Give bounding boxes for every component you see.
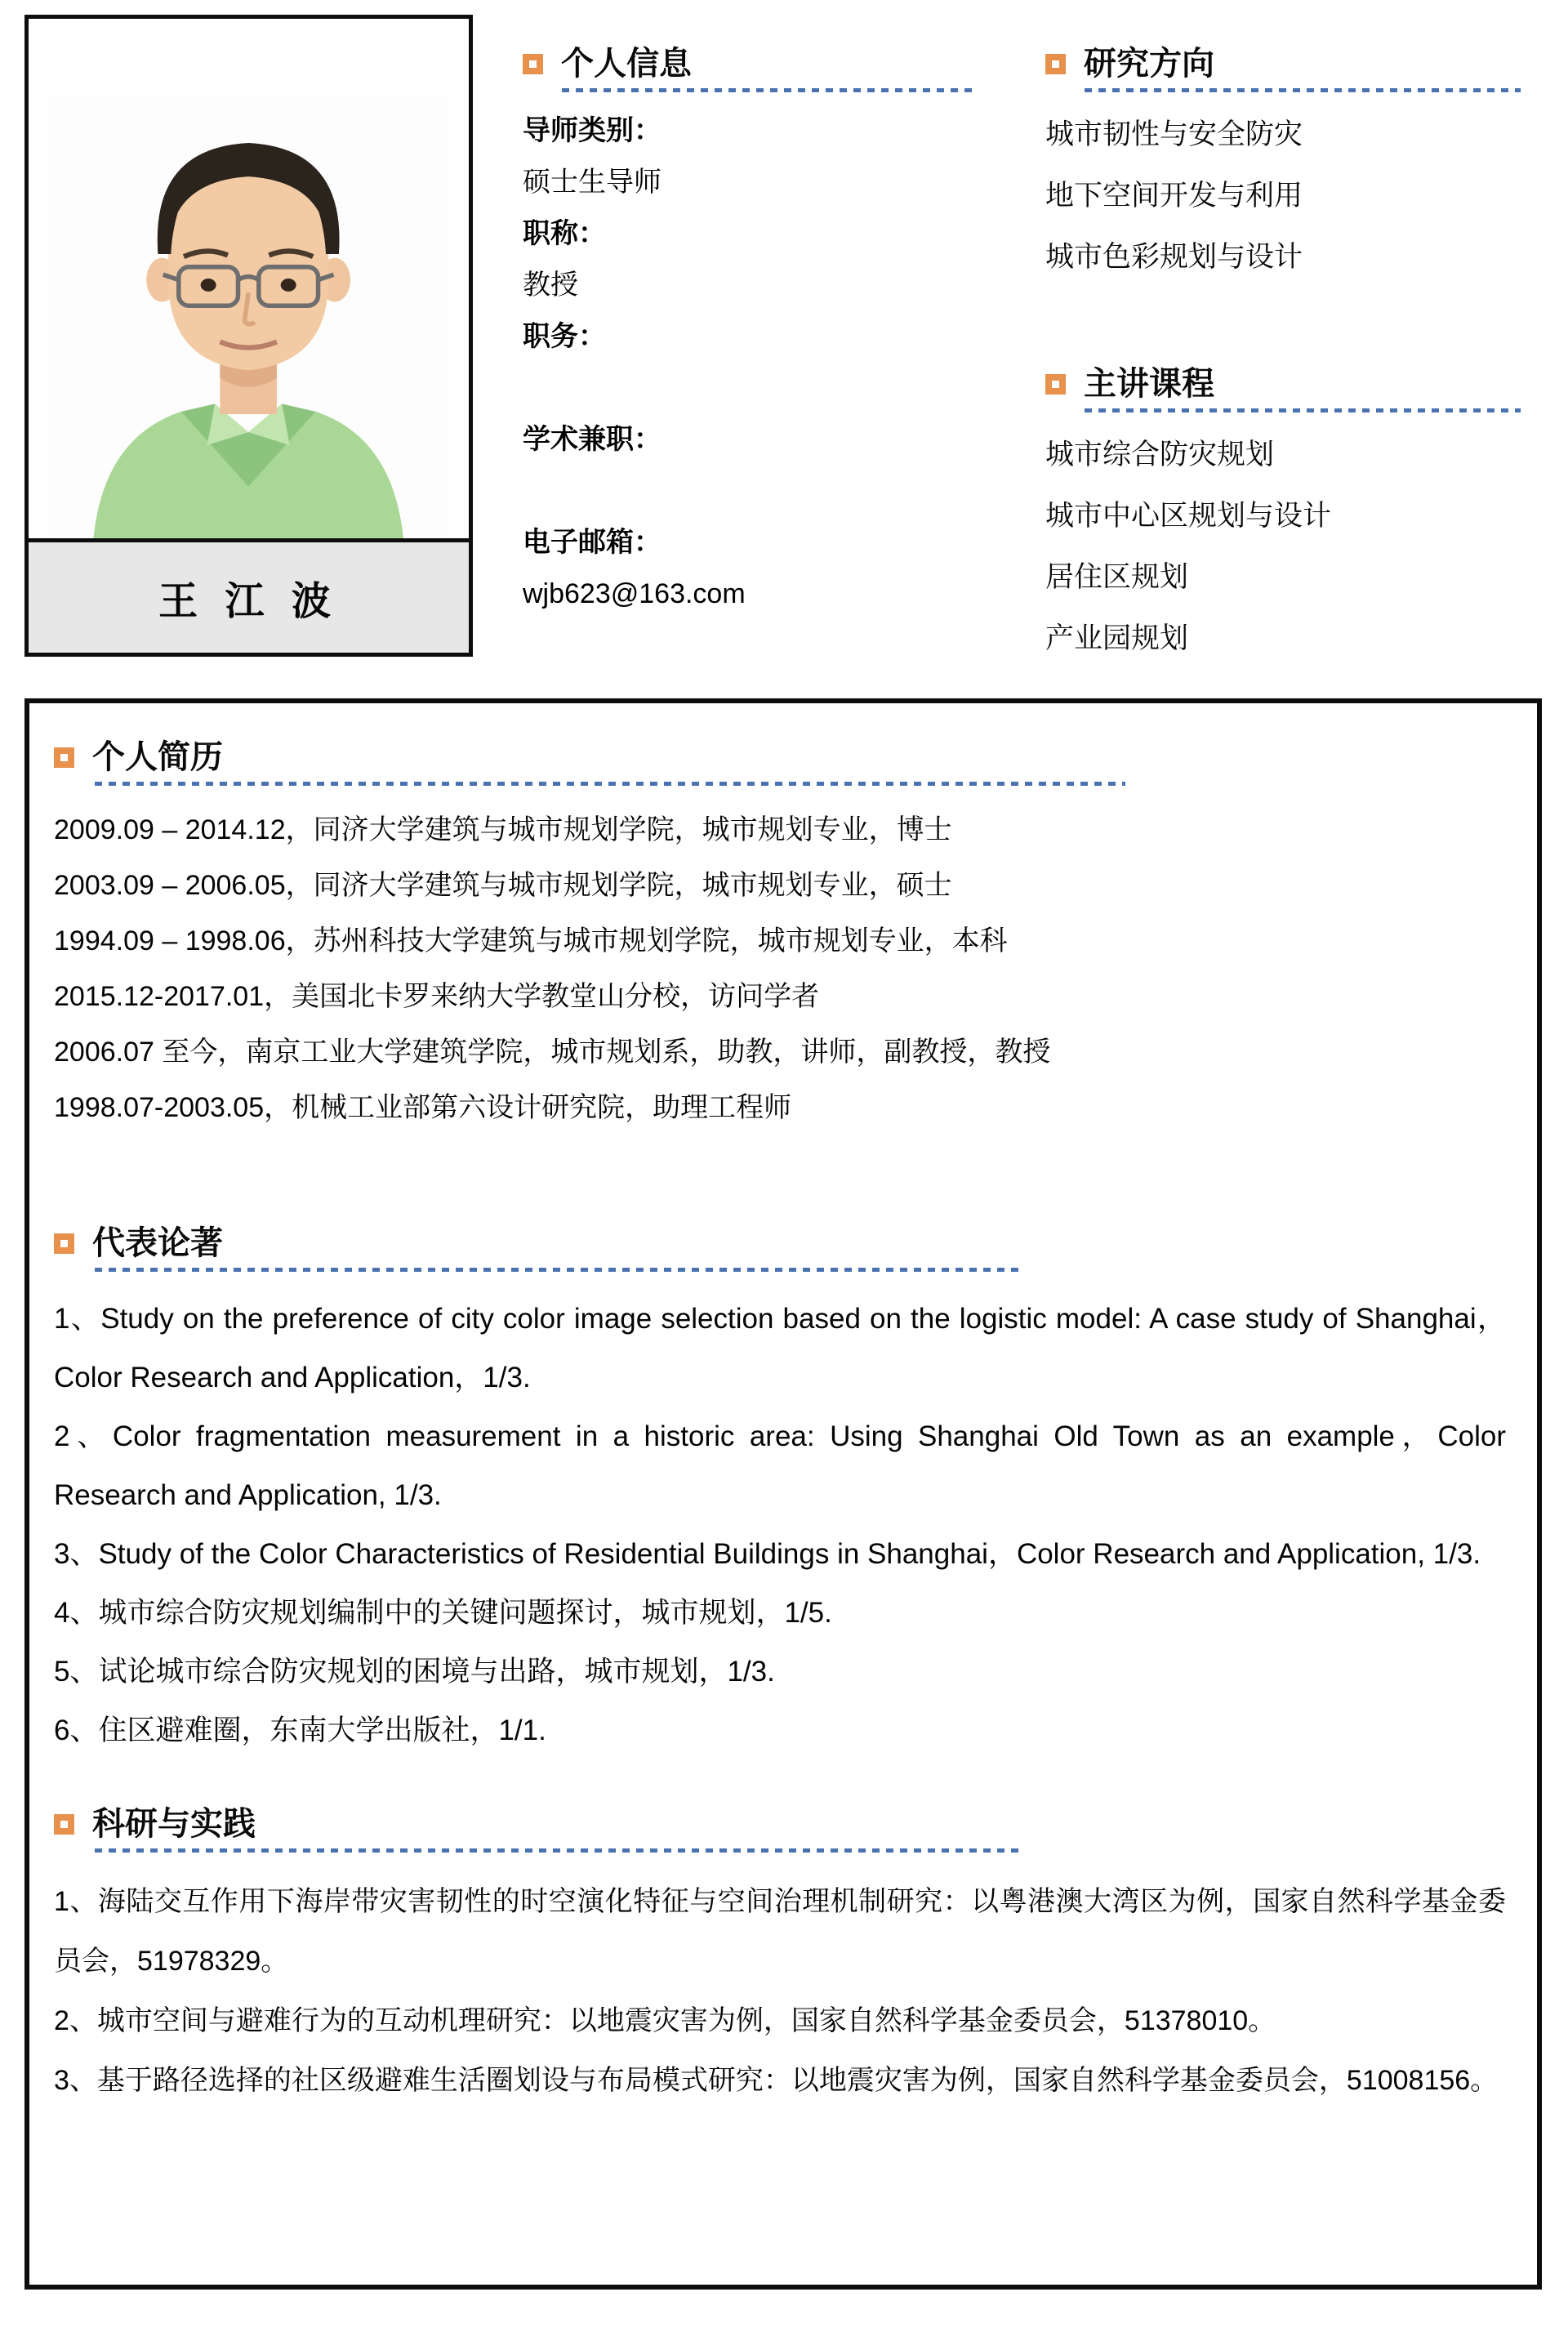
personal-info-fields bbox=[523, 105, 980, 620]
dashed-divider bbox=[95, 1848, 1022, 1853]
portrait-avatar-illustration bbox=[55, 50, 442, 538]
section-title: 个人信息 bbox=[561, 46, 692, 82]
dashed-divider bbox=[1085, 88, 1521, 92]
publications-header bbox=[54, 1222, 1506, 1264]
personal-info-header bbox=[523, 42, 980, 85]
field-label: 导师类别： bbox=[523, 115, 662, 146]
name-band bbox=[29, 538, 469, 653]
resume-item: 2015.12-2017.01，美国北卡罗来纳大学教堂山分校，访问学者 bbox=[54, 981, 820, 1012]
main-content-box bbox=[24, 698, 1542, 2290]
research-practice-list bbox=[54, 1872, 1506, 2111]
profile-name: 王 江 波 bbox=[158, 580, 339, 623]
field-value bbox=[523, 466, 980, 517]
research-directions-section bbox=[1045, 42, 1527, 288]
field-label: 学术兼职： bbox=[523, 424, 662, 455]
list-item: 城市综合防灾规划 bbox=[1045, 439, 1275, 470]
courses-header bbox=[1045, 363, 1527, 405]
personal-info-section bbox=[523, 42, 980, 620]
section-title: 代表论著 bbox=[92, 1225, 223, 1261]
resume-header bbox=[54, 736, 1506, 778]
field-value: 硕士生导师 bbox=[523, 167, 662, 198]
publication-item: 4、城市综合防灾规划编制中的关键问题探讨，城市规划，1/5. bbox=[54, 1597, 832, 1629]
list-item: 城市色彩规划与设计 bbox=[1045, 241, 1303, 273]
research-directions-list bbox=[1045, 104, 1527, 288]
field-value: 教授 bbox=[523, 270, 578, 301]
resume-item: 1998.07-2003.05，机械工业部第六设计研究院，助理工程师 bbox=[54, 1092, 792, 1123]
orange-square-icon bbox=[523, 54, 543, 74]
orange-square-icon bbox=[54, 1233, 74, 1254]
courses-section bbox=[1045, 363, 1527, 669]
right-column bbox=[1045, 42, 1527, 669]
resume-item: 2003.09 – 2006.05，同济大学建筑与城市规划学院，城市规划专业，硕士 bbox=[54, 870, 952, 901]
photo-card bbox=[24, 15, 473, 657]
project-item: 2、城市空间与避难行为的互动机理研究：以地震灾害为例，国家自然科学基金委员会，51378010。 bbox=[54, 2005, 1276, 2036]
list-item: 产业园规划 bbox=[1045, 622, 1189, 654]
email-value: wjb623@163.com bbox=[523, 578, 746, 609]
resume-list bbox=[54, 802, 1506, 1135]
dashed-divider bbox=[95, 1268, 1022, 1272]
project-item: 3、基于路径选择的社区级避难生活圈划设与布局模式研究：以地震灾害为例，国家自然科学基金委员会，51008156。 bbox=[54, 2065, 1499, 2096]
section-title: 科研与实践 bbox=[92, 1806, 256, 1842]
publication-item: 5、试论城市综合防灾规划的困境与出路，城市规划，1/3. bbox=[54, 1656, 775, 1688]
research-practice-section bbox=[54, 1803, 1506, 2111]
publications-list bbox=[54, 1290, 1506, 1760]
list-item: 地下空间开发与利用 bbox=[1045, 180, 1303, 212]
field-label: 职务： bbox=[523, 321, 606, 352]
resume-item: 2006.07 至今，南京工业大学建筑学院，城市规划系，助教，讲师，副教授，教授 bbox=[54, 1037, 1051, 1068]
list-item: 城市韧性与安全防灾 bbox=[1045, 118, 1303, 150]
publication-item: 1、Study on the preference of city color image selection based on the logistic model: A case study of Shanghai，Color Research and Application，1/3. bbox=[54, 1303, 1506, 1393]
resume-item: 1994.09 – 1998.06，苏州科技大学建筑与城市规划学院，城市规划专业，本科 bbox=[54, 925, 1008, 956]
profile-photo bbox=[29, 19, 469, 538]
orange-square-icon bbox=[1045, 374, 1066, 395]
resume-section bbox=[54, 736, 1506, 1135]
courses-list bbox=[1045, 424, 1527, 669]
orange-square-icon bbox=[1045, 54, 1066, 74]
orange-square-icon bbox=[54, 747, 74, 768]
research-directions-header bbox=[1045, 42, 1527, 85]
list-item: 居住区规划 bbox=[1045, 561, 1189, 593]
dashed-divider bbox=[95, 782, 1125, 786]
field-value bbox=[523, 363, 980, 414]
research-practice-header bbox=[54, 1803, 1506, 1845]
section-title: 个人简历 bbox=[92, 739, 223, 775]
list-item: 城市中心区规划与设计 bbox=[1045, 500, 1332, 532]
field-label: 职称： bbox=[523, 218, 606, 249]
publication-item: 2、Color fragmentation measurement in a historic area: Using Shanghai Old Town as an example，Color Research and Application, 1/3. bbox=[54, 1420, 1506, 1511]
section-title: 研究方向 bbox=[1084, 46, 1214, 82]
field-label: 电子邮箱： bbox=[523, 527, 662, 558]
dashed-divider bbox=[1085, 408, 1521, 412]
publication-item: 6、住区避难圈，东南大学出版社，1/1. bbox=[54, 1715, 546, 1746]
orange-square-icon bbox=[54, 1814, 74, 1835]
dashed-divider bbox=[562, 88, 977, 92]
section-title: 主讲课程 bbox=[1084, 366, 1214, 402]
publications-section bbox=[54, 1222, 1506, 1760]
project-item: 1、海陆交互作用下海岸带灾害韧性的时空演化特征与空间治理机制研究：以粤港澳大湾区为例，国家自然科学基金委员会，51978329。 bbox=[54, 1886, 1506, 1977]
resume-item: 2009.09 – 2014.12，同济大学建筑与城市规划学院，城市规划专业，博士 bbox=[54, 814, 952, 845]
publication-item: 3、Study of the Color Characteristics of Residential Buildings in Shanghai，Color Research and Application, 1/3. bbox=[54, 1538, 1481, 1570]
